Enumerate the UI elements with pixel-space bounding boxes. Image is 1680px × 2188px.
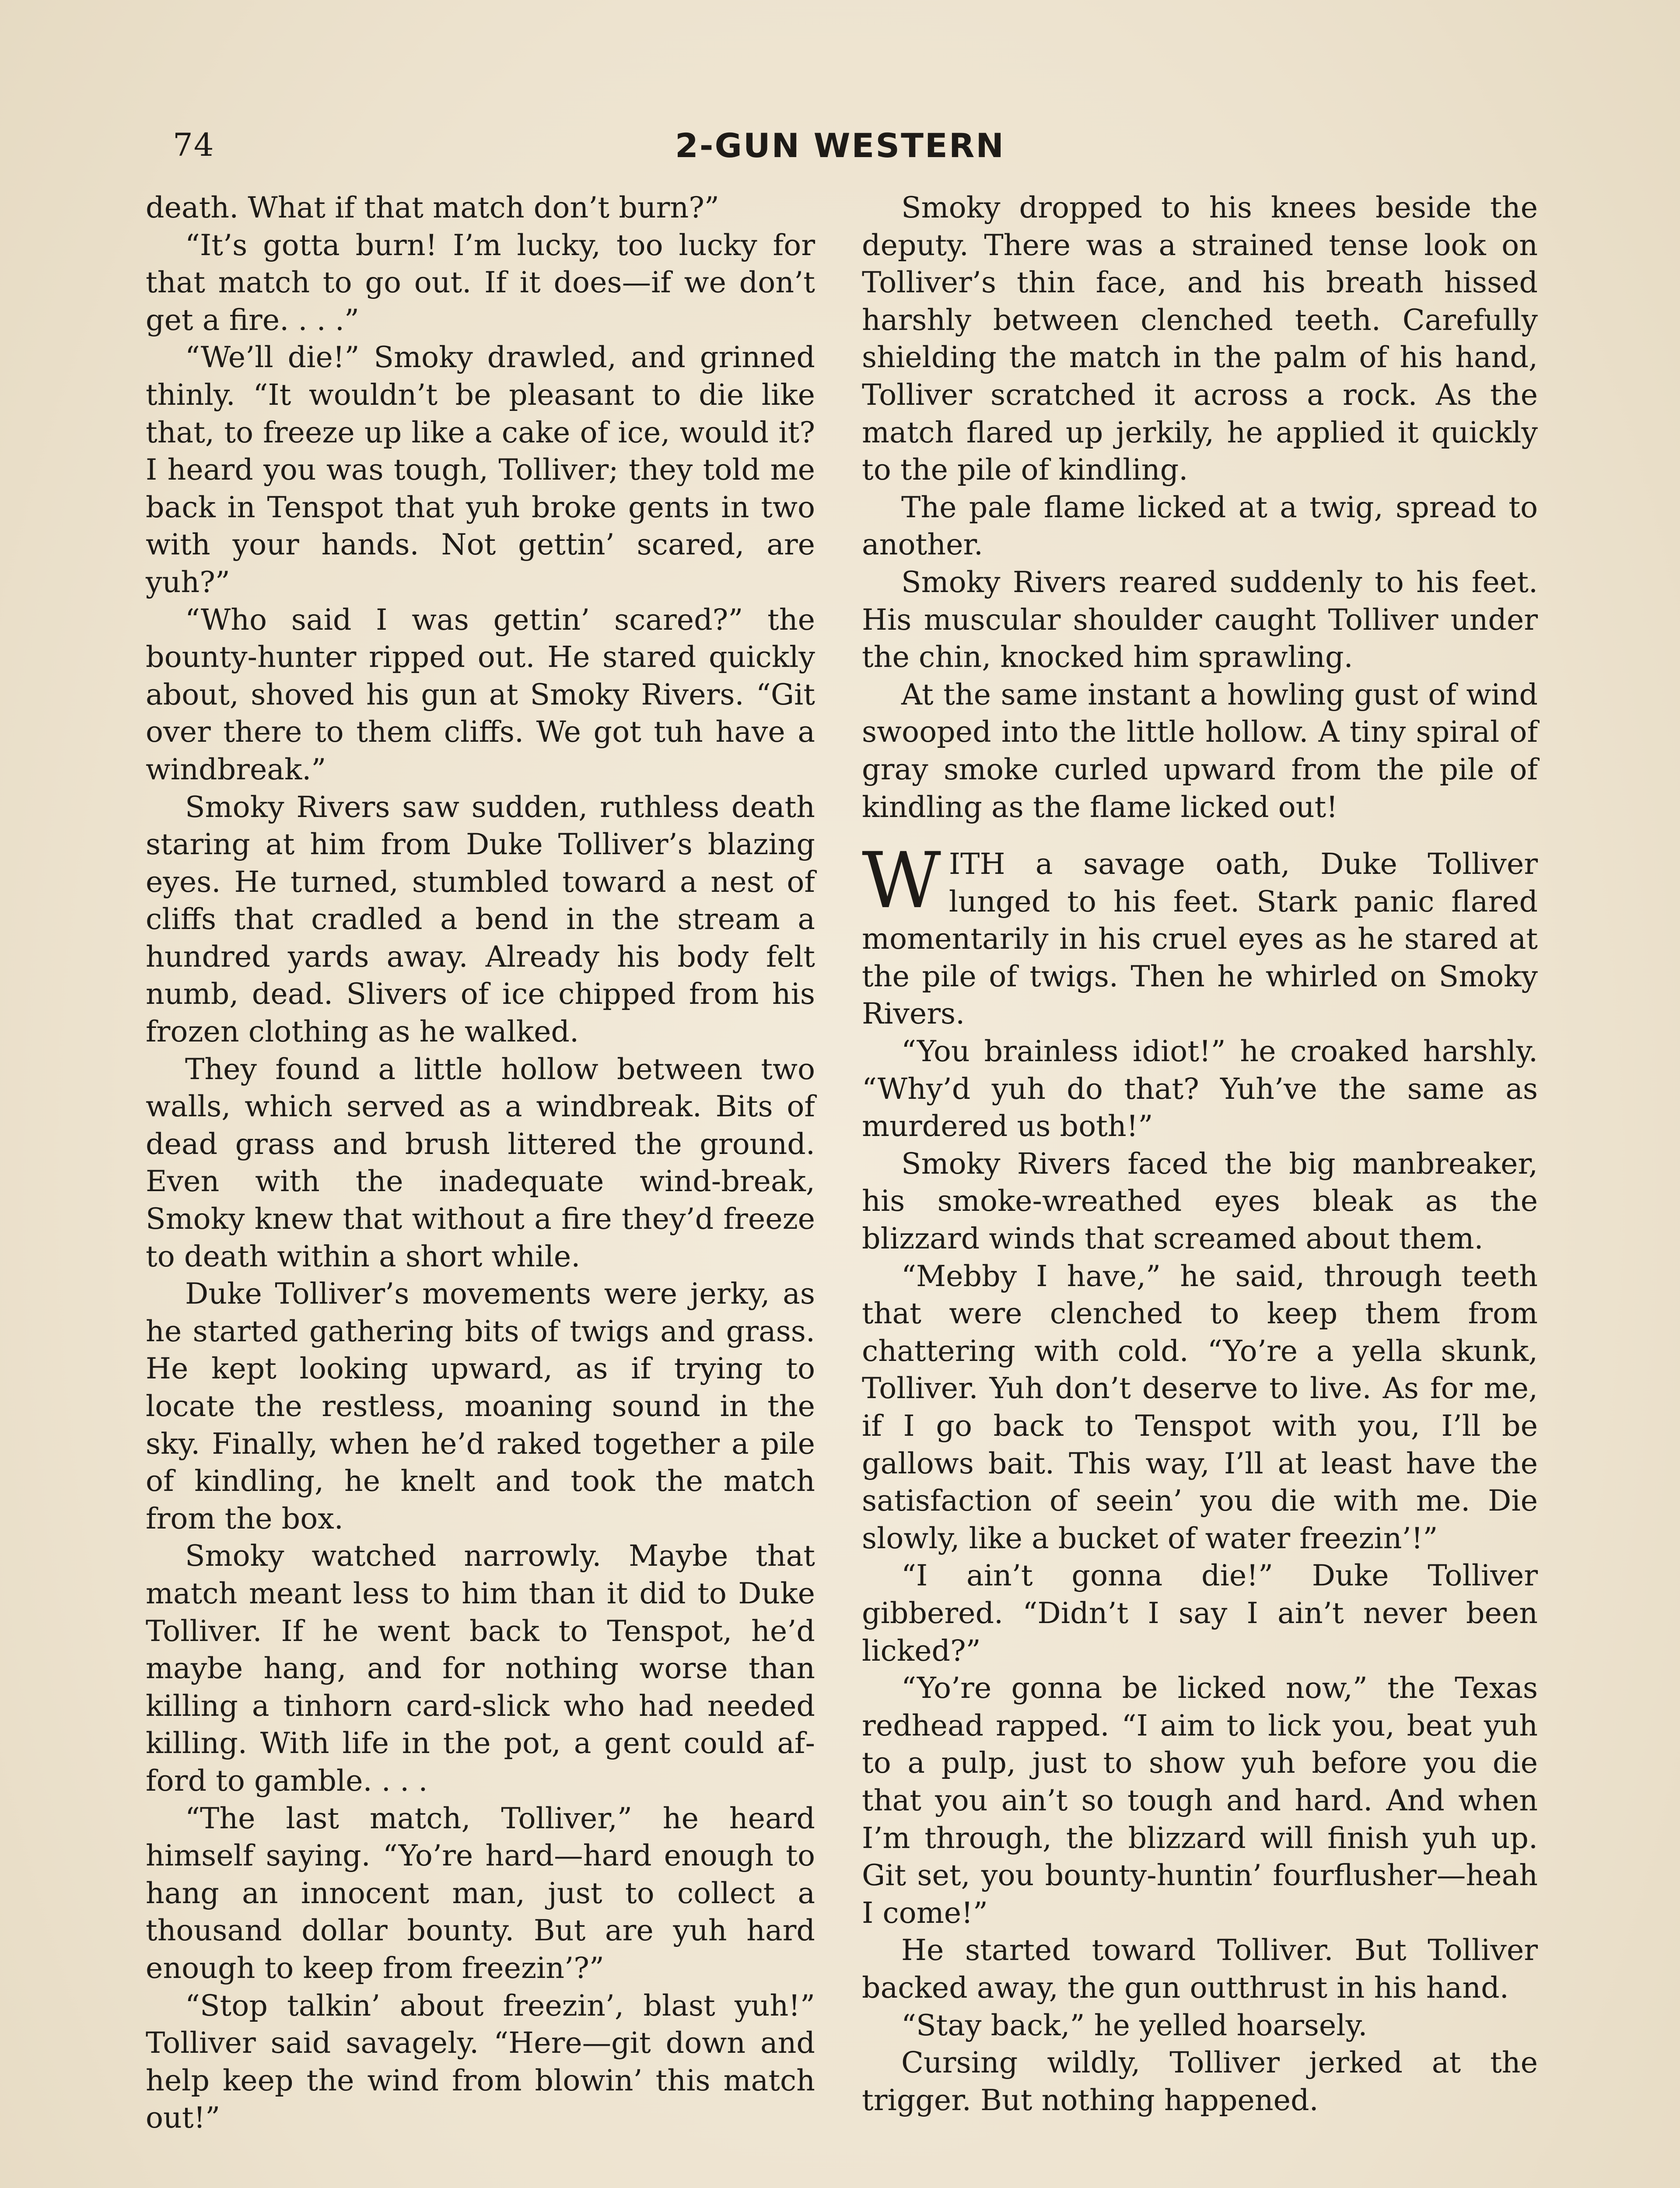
left-text-column	[146, 189, 815, 2188]
running-title: 2-GUN WESTERN	[675, 126, 1005, 165]
paragraph: “Who said I was gettin’ scared?” the bounty-hunter ripped out. He stared quickly about, shoved his gun at Smoky Rivers. “Git over there to them cliffs. We got tuh have a windbreak.”	[146, 602, 815, 786]
paragraph: death. What if that match don’t burn?”	[146, 190, 719, 224]
section-opening-paragraph	[862, 836, 1538, 1033]
paragraph: Smoky Rivers faced the big manbreaker, his smoke-wreathed eyes bleak as the blizzard winds that screamed about them.	[862, 1146, 1538, 1256]
paragraph: “Yo’re gonna be licked now,” the Texas redhead rapped. “I aim to lick you, beat yuh to a pulp, just to show yuh before you die that you ain’t so tough and hard. And when I’m through, the blizzard will finish yuh up. Git set, you bounty-huntin’ fourflusher—heah I come!”	[862, 1671, 1538, 1930]
paragraph: He started toward Tolliver. But Tolliver backed away, the gun outthrust in his hand.	[862, 1933, 1538, 2005]
paragraph: “You brainless idiot!” he croaked harshly. “Why’d yuh do that? Yuh’ve the same as murdered us both!”	[862, 1034, 1538, 1143]
paragraph: The pale flame licked at a twig, spread to another.	[862, 490, 1538, 562]
paragraph: “I ain’t gonna die!” Duke Tolliver gibbered. “Didn’t I say I ain’t never been licked?”	[862, 1558, 1538, 1668]
right-text-column	[862, 189, 1538, 2188]
paragraph: Cursing wildly, Tolliver jerked at the trigger. But nothing happened.	[862, 2045, 1538, 2117]
paragraph: At the same instant a howling gust of wind swooped into the little hollow. A tiny spiral of gray smoke curled upward from the pile of kindling as the flame licked out!	[862, 677, 1538, 824]
paragraph: Smoky watched narrowly. Maybe that match meant less to him than it did to Duke Tolliver. If he went back to Tenspot, he’d maybe hang, and for nothing worse than killing a tinhorn card-slick who had needed killing. With life in the pot, a gent could afford to gamble. . . .	[146, 1539, 815, 1798]
paragraph: Duke Tolliver’s movements were jerky, as he started gathering bits of twigs and grass. He kept looking upward, as if trying to locate the restless, moaning sound in the sky. Finally, when he’d raked together a pile of kindling, he knelt and took the match from the box.	[146, 1276, 815, 1536]
paragraph: Smoky dropped to his knees beside the deputy. There was a strained tense look on Tolliver’s thin face, and his breath hissed harshly between clenched teeth. Carefully shielding the match in the palm of his hand, Tolliver scratched it across a rock. As the match flared up jerkily, he applied it quickly to the pile of kindling.	[862, 190, 1538, 487]
paragraph: “Stay back,” he yelled hoarsely.	[901, 2008, 1368, 2042]
paragraph: Smoky Rivers reared suddenly to his feet. His muscular shoulder caught Tolliver under the chin, knocked him sprawling.	[862, 565, 1538, 674]
paragraph: Smoky Rivers saw sudden, ruthless death staring at him from Duke Tolliver’s blazing eyes. He turned, stumbled toward a nest of cliffs that cradled a bend in the stream a hundred yards away. Already his body felt numb, dead. Slivers of ice chipped from his frozen clothing as he walked.	[146, 789, 815, 1049]
paragraph: “We’ll die!” Smoky drawled, and grinned thinly. “It wouldn’t be pleasant to die like that, to freeze up like a cake of ice, would it? I heard you was tough, Tolliver; they told me back in Tenspot that yuh broke gents in two with your hands. Not gettin’ scared, are yuh?”	[146, 340, 815, 599]
opening-paragraph-text: ITH a savage oath, Duke Tolliver lunged to his feet. Stark panic flared momentarily in his cruel eyes as he stared at the pile of twigs. Then he whirled on Smoky Rivers.	[862, 847, 1538, 1031]
section-break	[862, 826, 1538, 845]
paragraph: “It’s gotta burn! I’m lucky, too lucky for that match to go out. If it does—if we don’t get a fire. . . .”	[146, 228, 815, 337]
paragraph: They found a little hollow between two walls, which served as a windbreak. Bits of dead grass and brush littered the ground. Even with the inadequate wind-break, Smoky knew that without a fire they’d freeze to death within a short while.	[146, 1052, 815, 1273]
paragraph: “Stop talkin’ about freezin’, blast yuh!” Tolliver said savagely. “Here—git down and help keep the wind from blowin’ this match out!”	[146, 1988, 815, 2135]
paragraph: “The last match, Tolliver,” he heard himself saying. “Yo’re hard—hard enough to hang an innocent man, just to collect a thousand dollar bounty. But are yuh hard enough to keep from freezin’?”	[146, 1801, 815, 1985]
page-number: 74	[173, 126, 215, 163]
drop-cap: W	[862, 836, 941, 926]
paragraph: “Mebby I have,” he said, through teeth that were clenched to keep them from chattering with cold. “Yo’re a yella skunk, Tolliver. Yuh don’t deserve to live. As for me, if I go back to Tenspot with you, I’ll be gallows bait. This way, I’ll at least have the satisfaction of seein’ you die with me. Die slowly, like a bucket of water freezin’!”	[862, 1259, 1538, 1555]
